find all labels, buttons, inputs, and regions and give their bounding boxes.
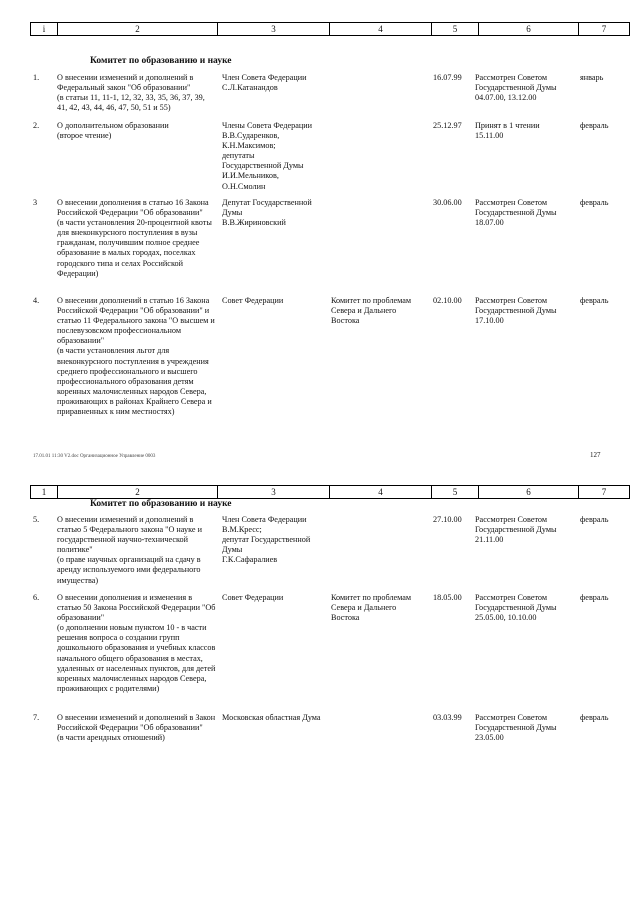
bill-author: Члены Совета Федерации В.В.Сударенков, К.Н.Максимов; депутаты Государственной Думы И.И.Мельников, О.Н.Смолин [222,121,313,191]
bill-date: 27.10.00 [433,515,462,524]
bill-author: Член Совета Федерации С.Л.Катанандов [222,73,307,93]
header-col-1: 1 [31,486,58,498]
header-col-2: 2 [58,486,218,498]
header-col-1: і [31,23,58,35]
committee-title-page2: Комитет по образованию и науке [90,499,232,509]
header-col-3: 3 [218,486,330,498]
bill-name: О дополнительном образовании (второе чтение) [57,121,169,141]
bill-month: февраль [580,515,609,524]
row-number: 5. [33,515,40,524]
page-number: 127 [590,451,601,459]
row-number: 2. [33,121,40,130]
bill-month: февраль [580,198,609,207]
bill-month: февраль [580,121,609,130]
header-col-5: 5 [432,486,479,498]
committee-title: Комитет по образованию и науке [90,56,232,66]
header-col-2: 2 [58,23,218,35]
row-number: 6. [33,593,40,602]
bill-status: Рассмотрен Советом Государственной Думы 04.07.00, 13.12.00 [475,73,557,103]
header-col-6: 6 [479,23,579,35]
header-col-4: 4 [330,486,432,498]
header-col-7: 7 [601,487,607,497]
bill-author: Депутат Государственной Думы В.В.Жириновский [222,198,312,228]
bill-author: Член Совета Федерации В.М.Кресс; депутат Государственной Думы Г.К.Сафаралиев [222,515,311,565]
bill-month: февраль [580,593,609,602]
bill-name: О внесении изменений и дополнений в Федеральный закон "Об образовании" (в статьи 11, 11-1, 12, 32, 33, 35, 36, 37, 39, 41, 42, 43, 44, 46, 47, 50, 51 и 55) [57,73,205,113]
bill-name: О внесении дополнений в статью 16 Закона Российской Федерации "Об образовании" и статью 11 Федерального закона "О высшем и послевузовском профессиональном образовании" (в части установления льгот для внеконкурсного поступления в учреждения среднего профессионального и высшего профессионального образования детям коренных малочисленных народов Севера, проживающих в районах Крайнего Севера и приравненных к ним местностях) [57,296,215,417]
bill-month: февраль [580,296,609,305]
bill-status: Рассмотрен Советом Государственной Думы 23.05.00 [475,713,557,743]
bill-author: Совет Федерации [222,296,284,305]
bill-date: 03.03.99 [433,713,462,722]
page-footer: 17.01.01 11:30 V2.doc Организационное Управление 0003 [33,454,156,459]
header-col-7: 7 [601,24,607,34]
table-header-page2 [30,485,630,499]
bill-name: О внесении изменений и дополнений в Закон Российской Федерации "Об образовании" (в части арендных отношений) [57,713,216,743]
table-header-page1 [30,22,630,36]
bill-author: Московская областная Дума [222,713,321,722]
header-col-3: 3 [218,23,330,35]
bill-status: Принят в 1 чтении 15.11.00 [475,121,540,141]
bill-committee: Комитет по проблемам Севера и Дальнего Востока [331,593,412,623]
header-col-6: 6 [479,486,579,498]
row-number: 1. [33,73,40,82]
bill-author: Совет Федерации [222,593,284,602]
header-col-4: 4 [330,23,432,35]
bill-month: февраль [580,713,609,722]
bill-name: О внесении дополнения и изменения в статью 50 Закона Российской Федерации "Об образовании" (о дополнении новым пунктом 10 - в части решения вопроса о создании групп дошкольного образования и учебных классов начального общего образования в местах, удаленных от населенных пунктов, для детей коренных малочисленных народов Севера, проживающих с родителями) [57,593,216,693]
bill-name: О внесении изменений и дополнений в статью 5 Федерального закона "О науке и государственной научно-технической политике" (о праве научных организаций на сдачу в аренду используемого ими федерального имущества) [57,515,202,585]
bill-date: 30.06.00 [433,198,462,207]
bill-status: Рассмотрен Советом Государственной Думы 25.05.00, 10.10.00 [475,593,557,623]
bill-date: 02.10.00 [433,296,462,305]
bill-status: Рассмотрен Советом Государственной Думы 21.11.00 [475,515,557,545]
bill-committee: Комитет по проблемам Севера и Дальнего Востока [331,296,412,326]
row-number: 4. [33,296,40,305]
bill-status: Рассмотрен Советом Государственной Думы 18.07.00 [475,198,557,228]
header-col-5: 5 [432,23,479,35]
bill-date: 16.07.99 [433,73,462,82]
bill-month: январь [580,73,604,82]
row-number: 3 [33,198,38,207]
bill-date: 18.05.00 [433,593,462,602]
bill-name: О внесении дополнения в статью 16 Закона Российской Федерации "Об образовании" (в части установления 20-процентной квоты для внеконкурсного поступления в вузы гражданам, получившим полное среднее образование в малых городах, поселках городского типа и селах Российской Федерации) [57,198,212,278]
bill-status: Рассмотрен Советом Государственной Думы 17.10.00 [475,296,557,326]
bill-date: 25.12.97 [433,121,462,130]
row-number: 7. [33,713,40,722]
